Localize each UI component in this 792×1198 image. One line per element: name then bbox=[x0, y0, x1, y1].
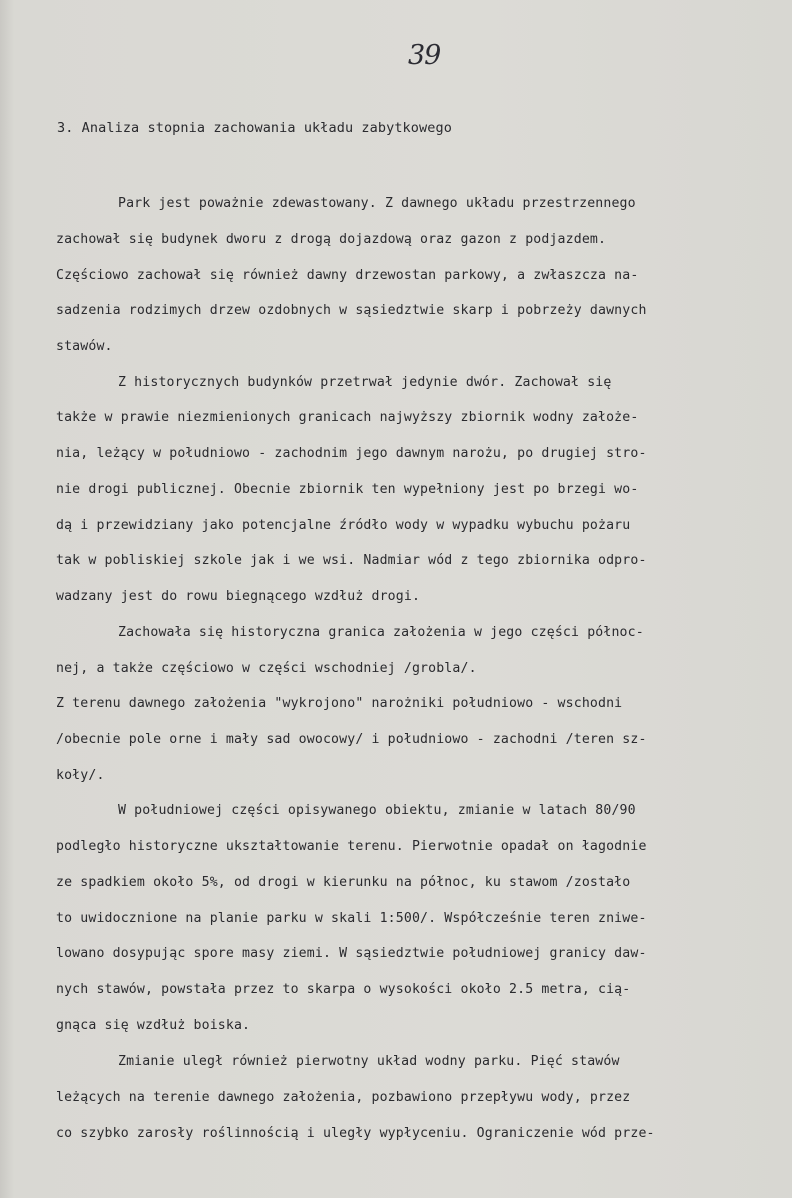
text-line: koły/. bbox=[56, 768, 105, 783]
text-line: Zachowała się historyczna granica założenia w jego części północ- bbox=[118, 625, 644, 640]
text-line: nia, leżący w południowo - zachodnim jego dawnym narożu, po drugiej stro- bbox=[56, 446, 647, 461]
text-line: nie drogi publicznej. Obecnie zbiornik ten wypełniony jest po brzegi wo- bbox=[56, 482, 639, 497]
text-line: /obecnie pole orne i mały sad owocowy/ i południowo - zachodni /teren sz- bbox=[56, 732, 647, 747]
text-line: zachował się budynek dworu z drogą dojazdową oraz gazon z podjazdem. bbox=[56, 232, 607, 247]
text-line: Zmianie uległ również pierwotny układ wodny parku. Pięć stawów bbox=[118, 1054, 620, 1069]
text-line: dą i przewidziany jako potencjalne źródło wody w wypadku wybuchu pożaru bbox=[56, 518, 631, 533]
text-line: nych stawów, powstała przez to skarpa o wysokości około 2.5 metra, cią- bbox=[56, 982, 631, 997]
text-line: leżących na terenie dawnego założenia, pozbawiono przepływu wody, przez bbox=[56, 1090, 631, 1105]
text-line: W południowej części opisywanego obiektu, zmianie w latach 80/90 bbox=[118, 803, 636, 818]
text-line: stawów. bbox=[56, 339, 113, 354]
text-line: także w prawie niezmienionych granicach najwyższy zbiornik wodny założe- bbox=[56, 410, 639, 425]
text-line: tak w pobliskiej szkole jak i we wsi. Nadmiar wód z tego zbiornika odpro- bbox=[56, 553, 647, 568]
text-line: co szybko zarosły roślinnością i uległy wypłyceniu. Ograniczenie wód prze- bbox=[56, 1126, 655, 1141]
text-line: lowano dosypując spore masy ziemi. W sąsiedztwie południowej granicy daw- bbox=[56, 946, 647, 961]
text-line: wadzany jest do rowu biegnącego wzdłuż drogi. bbox=[56, 589, 421, 604]
section-heading: 3. Analiza stopnia zachowania układu zabytkowego bbox=[57, 120, 452, 136]
text-line: podległo historyczne ukształtowanie terenu. Pierwotnie opadał on łagodnie bbox=[56, 839, 647, 854]
text-line: Z terenu dawnego założenia "wykrojono" narożniki południowo - wschodni bbox=[56, 696, 623, 711]
text-line: Park jest poważnie zdewastowany. Z dawnego układu przestrzennego bbox=[118, 196, 636, 211]
text-line: sadzenia rodzimych drzew ozdobnych w sąsiedztwie skarp i pobrzeży dawnych bbox=[56, 303, 647, 318]
text-line: gnąca się wzdłuż boiska. bbox=[56, 1018, 251, 1033]
page-number: 39 bbox=[408, 40, 441, 71]
text-line: Częściowo zachował się również dawny drzewostan parkowy, a zwłaszcza na- bbox=[56, 268, 639, 283]
text-line: nej, a także częściowo w części wschodniej /grobla/. bbox=[56, 661, 477, 676]
text-line: ze spadkiem około 5%, od drogi w kierunku na północ, ku stawom /zostało bbox=[56, 875, 631, 890]
text-line: to uwidocznione na planie parku w skali 1:500/. Współcześnie teren zniwe- bbox=[56, 911, 647, 926]
text-line: Z historycznych budynków przetrwał jedynie dwór. Zachował się bbox=[118, 375, 612, 390]
